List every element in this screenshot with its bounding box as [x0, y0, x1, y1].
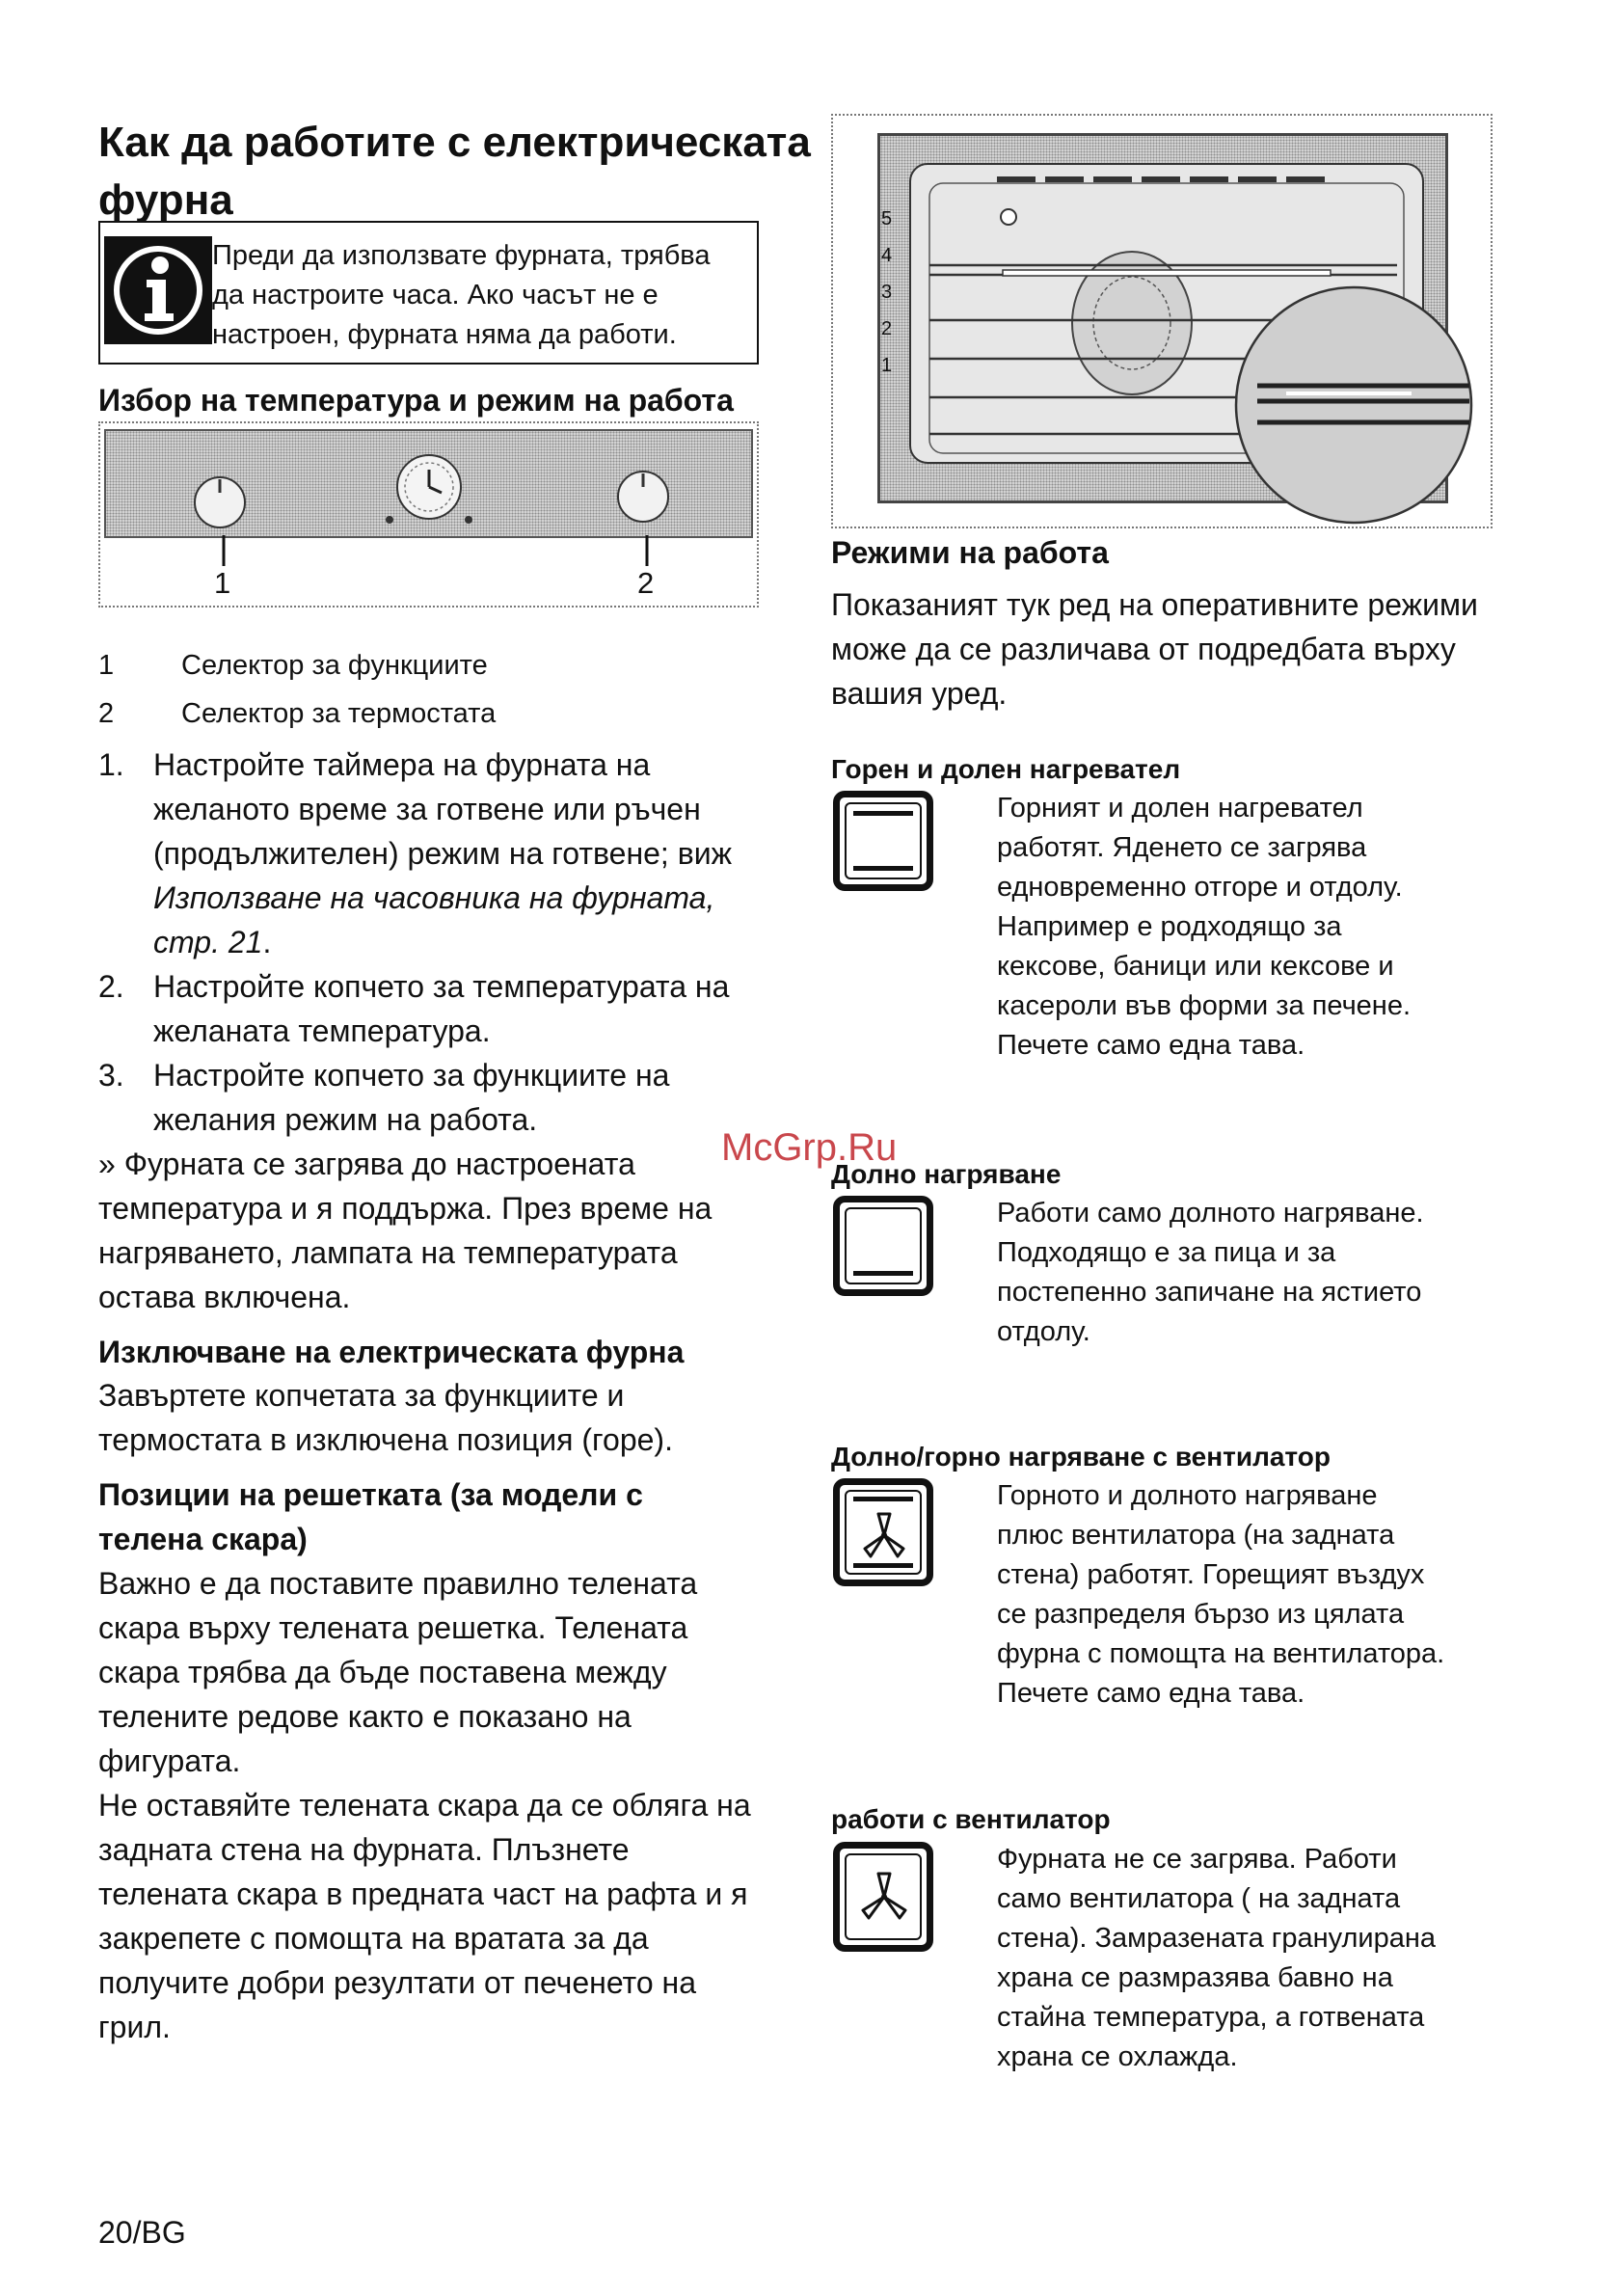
result-line: » Фурната се загрява до настроената: [98, 1147, 635, 1181]
mode-line: кексове, баници или кексове и: [997, 951, 1394, 982]
step-tail: .: [262, 925, 272, 959]
step-item: [98, 964, 729, 1053]
result-paragraph: [98, 1142, 712, 1319]
info-note-line: да настроите часа. Ако часът не е: [212, 280, 659, 311]
mode-line: стайна температура, а готвената: [997, 2002, 1425, 2033]
section-modes-heading: Режими на работа: [831, 535, 1109, 570]
step-line: желаното време за готвене или ръчен: [153, 792, 701, 826]
mode-description: [997, 1194, 1424, 1352]
oven-interior-figure: [831, 114, 1493, 528]
step-number: 1.: [98, 747, 124, 782]
info-note-box: [98, 221, 759, 365]
mode-description: [997, 1840, 1436, 2077]
rack-line: грил.: [98, 2010, 171, 2044]
mode-title: Горен и долен нагревател: [831, 754, 1181, 784]
result-line: температура и я поддържа. През време на: [98, 1191, 713, 1226]
info-note-text: [212, 236, 711, 355]
function-selector-knob: [195, 477, 245, 527]
rack-line: задната стена на фурната. Плъзнете: [98, 1832, 630, 1867]
legend-text: Селектор за термостата: [181, 698, 497, 729]
rack-line: Не оставяйте телената скара да се обляга на: [98, 1788, 751, 1823]
info-icon: [104, 236, 212, 344]
mode-title: работи с вентилатор: [831, 1804, 1111, 1834]
modes-intro: [831, 582, 1478, 716]
page-title: [98, 114, 811, 230]
watermark: McGrp.Ru: [721, 1126, 898, 1169]
step-item: [98, 743, 732, 964]
legend-number: 2: [98, 698, 115, 729]
step-text: [153, 1053, 669, 1142]
section-rack-heading-line: телена скара): [98, 1522, 308, 1556]
step-line: (продължителен) режим на готвене; виж: [153, 836, 732, 871]
page-title-line2: фурна: [98, 176, 233, 224]
legend-text: Селектор за функциите: [181, 650, 488, 681]
off-line: термостата в изключена позиция (горе).: [98, 1422, 673, 1457]
mode-description: [997, 1476, 1444, 1714]
step-line: Настройте копчето за температурата на: [153, 969, 730, 1004]
legend-number: 1: [98, 650, 115, 681]
rack-line: получите добри резултати от печенето на: [98, 1965, 696, 2000]
mode-line: Подходящо е за пица и за: [997, 1237, 1336, 1268]
mode-line: Горното и долното нагряване: [997, 1480, 1378, 1511]
mode-line: Печете само една тава.: [997, 1030, 1305, 1061]
step-line: Настройте таймера на фурната на: [153, 747, 651, 782]
rack-line: телените редове както е показано на: [98, 1699, 632, 1734]
result-line: остава включена.: [98, 1280, 351, 1314]
step-reference: Използване на часовника на фурната,: [153, 880, 715, 915]
step-text: [153, 964, 729, 1053]
off-line: Завъртете копчетата за функциите и: [98, 1378, 625, 1413]
rack-line: закрепете с помощта на вратата за да: [98, 1921, 649, 1956]
mode-line: работят. Яденето се загрява: [997, 832, 1367, 863]
mode-line: отдолу.: [997, 1316, 1090, 1347]
rack-level-label: 4: [881, 245, 893, 266]
off-paragraph: [98, 1373, 673, 1462]
bottom-heat-icon: [833, 1196, 933, 1296]
rack-line: телената скара в предната част на рафта и я: [98, 1877, 748, 1911]
mode-line: плюс вентилатора (на задната: [997, 1520, 1395, 1551]
step-reference: стр. 21: [153, 925, 263, 959]
mode-description: [997, 789, 1411, 1066]
section-off-heading: Изключване на електрическата фурна: [98, 1335, 685, 1369]
mode-line: Горният и долен нагревател: [997, 793, 1363, 824]
section-rack-heading: [98, 1472, 643, 1561]
mode-line: касероли във форми за печене.: [997, 990, 1412, 1021]
oven-clock: [386, 455, 472, 524]
mode-line: храна се охлажда.: [997, 2041, 1238, 2072]
rack-level-label: 1: [881, 355, 893, 376]
mode-line: се разпределя бързо из цялата: [997, 1599, 1405, 1630]
step-item: [98, 1053, 669, 1142]
legend-item: [98, 694, 496, 734]
mode-line: Фурната не се загрява. Работи: [997, 1844, 1397, 1875]
rack-level-label: 2: [881, 318, 893, 339]
top-bottom-heat-icon: [833, 791, 933, 891]
modes-intro-line: може да се различава от подредбата върху: [831, 632, 1456, 666]
rack-level-label: 5: [881, 208, 893, 230]
mode-line: фурна с помощта на вентилатора.: [997, 1638, 1445, 1669]
mode-line: стена) работят. Горещият въздух: [997, 1559, 1425, 1590]
info-note-line: Преди да използвате фурната, трябва: [212, 240, 711, 271]
panel-label-2: 2: [637, 566, 655, 600]
control-panel-figure: [98, 421, 759, 608]
mode-title: Долно нагряване: [831, 1159, 1062, 1189]
step-number: 3.: [98, 1058, 124, 1093]
fan-only-icon: [833, 1842, 933, 1952]
mode-line: Печете само една тава.: [997, 1678, 1305, 1709]
rack-line: Важно е да поставите правилно телената: [98, 1566, 698, 1601]
step-line: желаната температура.: [153, 1013, 491, 1048]
step-line: желания режим на работа.: [153, 1102, 538, 1137]
modes-intro-line: Показаният тук ред на оперативните режими: [831, 587, 1478, 622]
rack-level-label: 3: [881, 282, 893, 303]
page-title-line1: Как да работите с електрическата: [98, 119, 811, 166]
section-temp-mode-heading: Избор на температура и режим на работа: [98, 383, 734, 418]
mode-title: Долно/горно нагряване с вентилатор: [831, 1442, 1331, 1472]
rack-paragraph: [98, 1561, 751, 2049]
modes-intro-line: вашия уред.: [831, 676, 1008, 711]
step-number: 2.: [98, 969, 124, 1004]
rack-level-labels: [881, 201, 892, 384]
mode-line: само вентилатора ( на задната: [997, 1883, 1401, 1914]
rack-line: скара трябва да бъде поставена между: [98, 1655, 667, 1689]
mode-line: Работи само долното нагряване.: [997, 1198, 1424, 1229]
mode-line: едновременно отгоре и отдолу.: [997, 872, 1403, 903]
thermostat-selector-knob: [618, 472, 668, 522]
mode-line: Например е родходящо за: [997, 911, 1342, 942]
rack-line: фигурата.: [98, 1743, 241, 1778]
mode-line: постепенно запичане на ястието: [997, 1277, 1422, 1308]
panel-label-1: 1: [214, 566, 231, 600]
mode-line: храна се размразява бавно на: [997, 1962, 1393, 1993]
legend-item: [98, 646, 488, 686]
step-line: Настройте копчето за функциите на: [153, 1058, 670, 1093]
fan-top-bottom-heat-icon: [833, 1478, 933, 1586]
mode-line: стена). Замразената гранулирана: [997, 1923, 1436, 1954]
section-rack-heading-line: Позиции на решетката (за модели с: [98, 1477, 643, 1512]
rack-line: скара върху телената решетка. Телената: [98, 1610, 688, 1645]
page-number: 20/BG: [98, 2215, 186, 2250]
info-note-line: настроен, фурната няма да работи.: [212, 319, 677, 350]
step-text: [153, 743, 732, 964]
result-line: нагряването, лампата на температурата: [98, 1235, 678, 1270]
